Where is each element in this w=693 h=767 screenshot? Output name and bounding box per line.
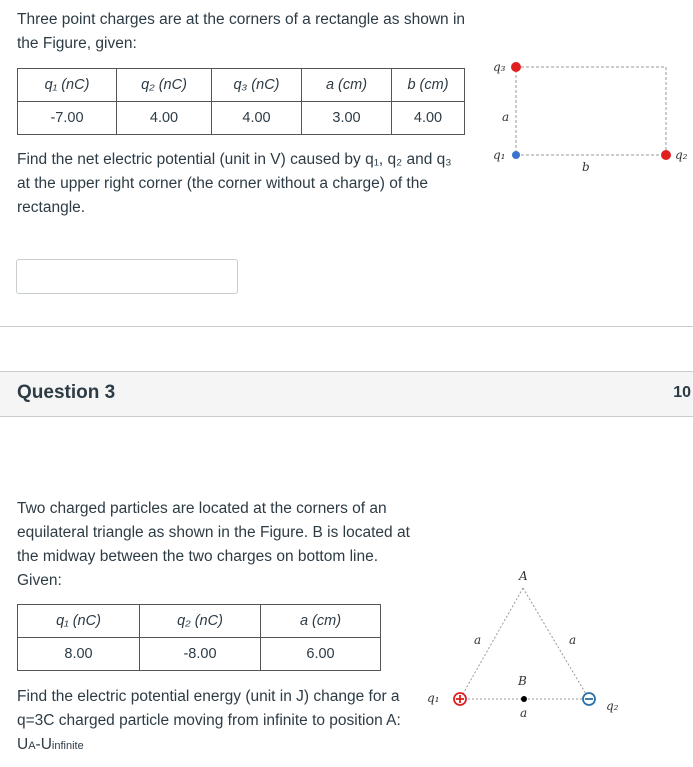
q3-given-table [17, 604, 381, 671]
side-a-bottom-label: a [520, 706, 528, 720]
side-b-label: b [582, 160, 590, 174]
question-3-header [0, 371, 693, 417]
triangle-right-side [523, 588, 589, 699]
q2-header-a: a (cm) [302, 69, 392, 102]
q3-charge [511, 62, 521, 72]
q1-positive-charge-icon [454, 693, 466, 705]
q2-prompt: Find the net electric potential (unit in V) caused by q₁, q₂ and q₃ at the upper right corner (the corner without a charge) of the rectangle. [17, 151, 452, 216]
q2-answer-input[interactable] [16, 259, 238, 294]
q3-value-q1: 8.00 [18, 638, 140, 671]
question-3-points: 10 [673, 384, 691, 401]
q2-rectangle-figure [480, 50, 693, 190]
q3-label: q₃ [493, 60, 506, 74]
q2-given-table [17, 68, 465, 135]
q2-header-q2: q₂ (nC) [117, 69, 212, 102]
q3-header-q1: q₁ (nC) [18, 605, 140, 638]
q2-intro: Three point charges are at the corners of a rectangle as shown in the Figure, given: [17, 11, 466, 52]
q3-prompt [17, 685, 422, 758]
point-b-label: B [518, 674, 527, 688]
q3-prompt-main: Find the electric potential energy (unit in J) change for a q=3C charged particle moving from infinite to position A: [17, 688, 401, 729]
question-3-title: Question 3 [17, 382, 116, 403]
q3-prompt-formula: UA-Uinfinite [17, 736, 84, 753]
q2-value-a: 3.00 [302, 102, 392, 135]
q1-label: q₁ [427, 691, 440, 705]
q3-header-a: a (cm) [261, 605, 381, 638]
q3-value-a: 6.00 [261, 638, 381, 671]
rectangle-outline [516, 67, 666, 155]
point-a-label: A [519, 569, 528, 583]
q3-intro: Two charged particles are located at the corners of an equilateral triangle as shown in the Figure. B is located at the midway between the two charges on bottom line. Given: [17, 500, 410, 589]
q2-header-q3: q₃ (nC) [212, 69, 302, 102]
q3-triangle-figure [420, 565, 630, 725]
side-a-right-label: a [569, 633, 577, 647]
question-separator [0, 326, 693, 327]
q2-charge [661, 150, 671, 160]
q1-label: q₁ [493, 148, 506, 162]
q2-header-q1: q₁ (nC) [18, 69, 117, 102]
q2-label: q₂ [675, 148, 688, 162]
triangle-left-side [460, 588, 523, 699]
side-a-label: a [502, 110, 510, 124]
q2-value-q3: 4.00 [212, 102, 302, 135]
q2-header-b: b (cm) [392, 69, 465, 102]
q2-value-b: 4.00 [392, 102, 465, 135]
q2-value-q1: -7.00 [18, 102, 117, 135]
point-b-dot [521, 696, 527, 702]
q2-negative-charge-icon [583, 693, 595, 705]
q2-value-q2: 4.00 [117, 102, 212, 135]
q1-charge [512, 151, 520, 159]
q3-header-q2: q₂ (nC) [140, 605, 261, 638]
side-a-left-label: a [474, 633, 482, 647]
q2-label: q₂ [606, 699, 619, 713]
q3-value-q2: -8.00 [140, 638, 261, 671]
